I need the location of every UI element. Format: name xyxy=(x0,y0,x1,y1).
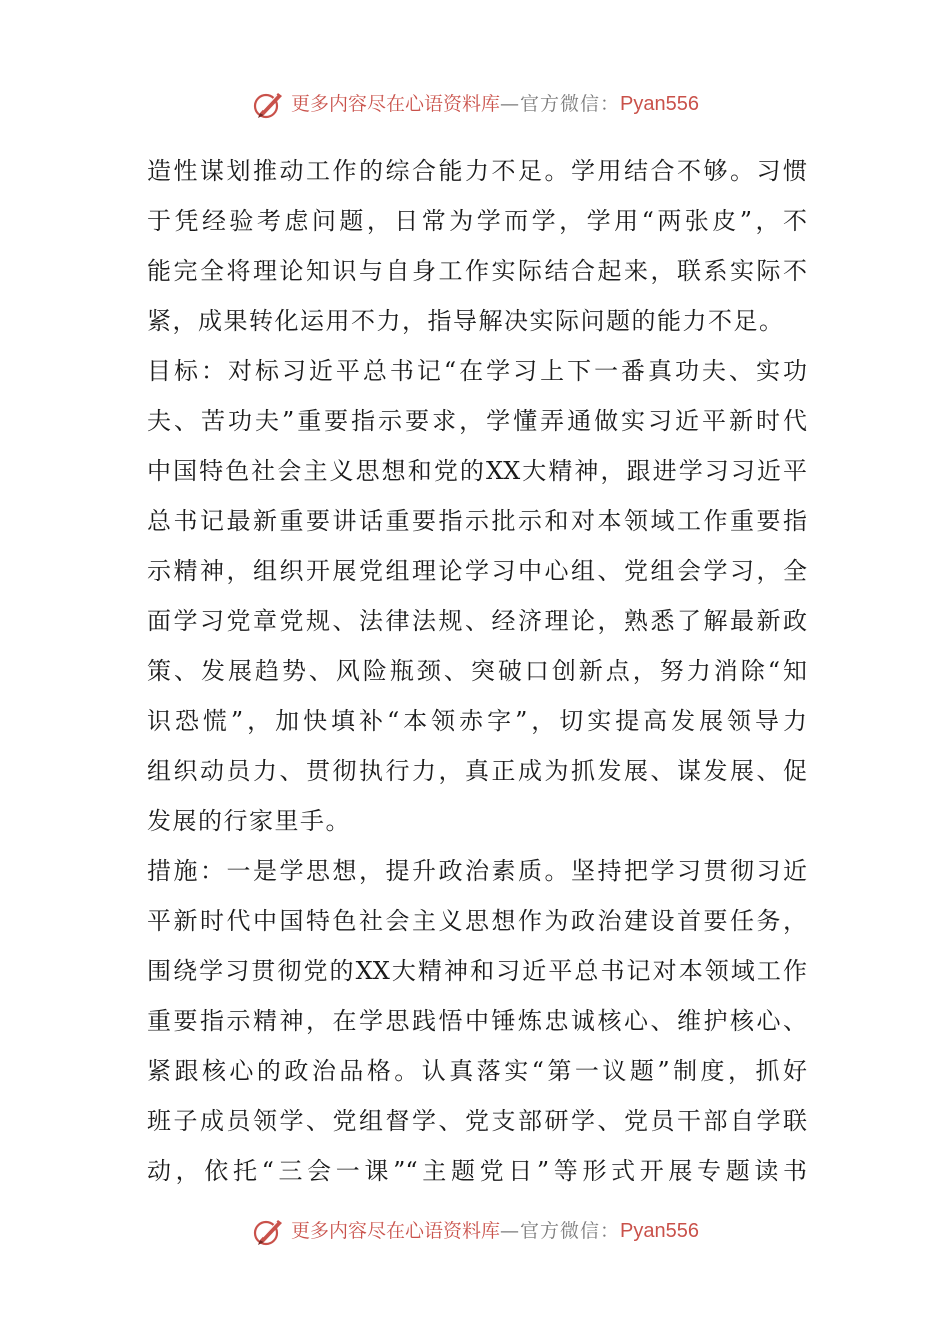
text-line: 组织动员力、贯彻执行力，真正成为抓发展、谋发展、促 xyxy=(147,757,807,785)
text-line: 示精神，组织开展党组理论学习中心组、党组会学习，全 xyxy=(147,557,807,585)
document-body xyxy=(147,146,807,1196)
banner-wechat-id: Pyan556 xyxy=(620,1220,699,1242)
text-line: 面学习党章党规、法律法规、经济理论，熟悉了解最新政 xyxy=(147,607,807,635)
text-line: 紧，成果转化运用不力，指导解决实际问题的能力不足。 xyxy=(147,307,785,335)
footer-banner xyxy=(0,1211,950,1251)
text-line: 于凭经验考虑问题，日常为学而学，学用“两张皮”，不 xyxy=(147,207,807,235)
banner-site-name: 更多内容尽在心语资料库 xyxy=(291,1220,501,1242)
text-line: 班子成员领学、党组督学、党支部研学、党员干部自学联 xyxy=(147,1107,807,1135)
header-banner xyxy=(0,84,950,124)
text-line: 夫、苦功夫”重要指示要求，学懂弄通做实习近平新时代 xyxy=(147,407,807,435)
banner-wechat-label: —官方微信： xyxy=(500,93,621,115)
text-line: 中国特色社会主义思想和党的XX大精神，跟进学习习近平 xyxy=(147,457,807,485)
text-line: 动，依托“三会一课”“主题党日”等形式开展专题读书 xyxy=(147,1157,807,1185)
banner-site-name: 更多内容尽在心语资料库 xyxy=(291,93,501,115)
text-line: 能完全将理论知识与自身工作实际结合起来，联系实际不 xyxy=(147,257,807,285)
text-line: 策、发展趋势、风险瓶颈、突破口创新点，努力消除“知 xyxy=(147,657,807,685)
text-line: 围绕学习贯彻党的XX大精神和习近平总书记对本领域工作 xyxy=(147,957,807,985)
text-line: 造性谋划推动工作的综合能力不足。学用结合不够。习惯 xyxy=(147,157,807,185)
text-line: 发展的行家里手。 xyxy=(147,807,351,835)
text-line: 重要指示精神，在学思践悟中锤炼忠诚核心、维护核心、 xyxy=(147,1007,807,1035)
text-line: 目标：对标习近平总书记“在学习上下一番真功夫、实功 xyxy=(147,357,807,385)
text-line: 总书记最新重要讲话重要指示批示和对本领域工作重要指 xyxy=(147,507,807,535)
header-banner-text xyxy=(291,87,699,121)
text-line: 识恐慌”，加快填补“本领赤字”，切实提高发展领导力 xyxy=(147,707,807,735)
pen-logo-icon xyxy=(251,1214,285,1248)
pen-logo-icon xyxy=(251,87,285,121)
text-line: 平新时代中国特色社会主义思想作为政治建设首要任务， xyxy=(147,907,807,935)
banner-wechat-id: Pyan556 xyxy=(620,93,699,115)
footer-banner-text xyxy=(291,1214,699,1248)
text-line: 措施：一是学思想，提升政治素质。坚持把学习贯彻习近 xyxy=(147,857,807,885)
banner-wechat-label: —官方微信： xyxy=(500,1220,621,1242)
text-line: 紧跟核心的政治品格。认真落实“第一议题”制度，抓好 xyxy=(147,1057,807,1085)
